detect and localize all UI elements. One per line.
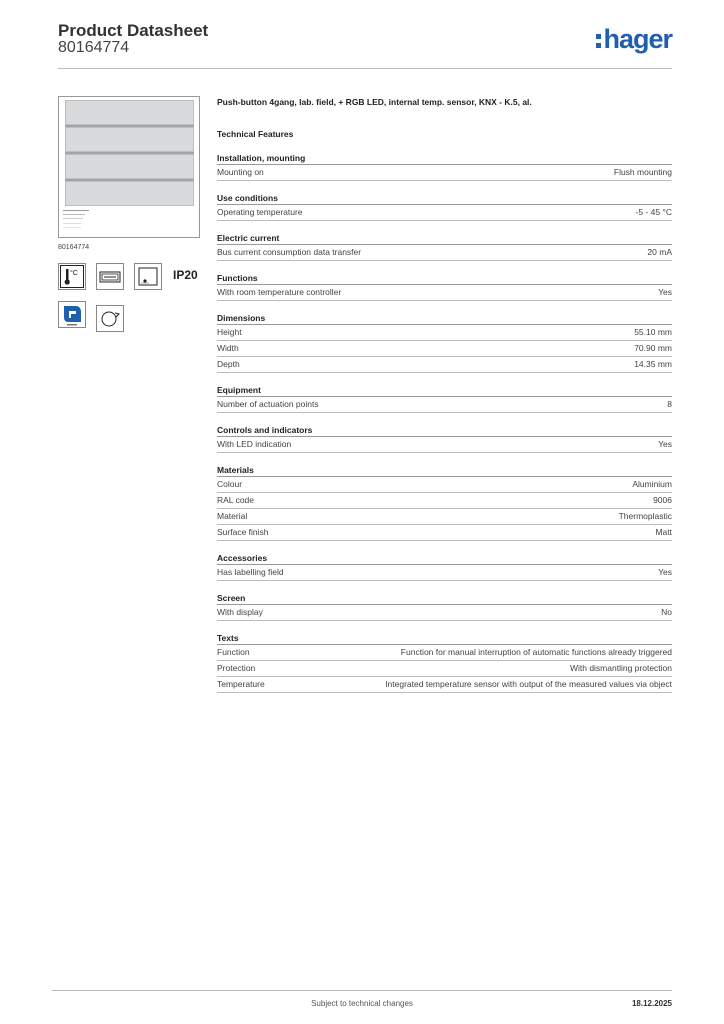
feature-row <box>217 437 672 453</box>
feature-label: Bus current consumption data transfer <box>217 247 362 257</box>
feature-sections <box>217 153 672 693</box>
label-line <box>63 227 81 228</box>
app-badge-icon <box>58 301 86 328</box>
feature-section <box>217 233 672 261</box>
feature-row <box>217 565 672 581</box>
feature-label: Depth <box>217 359 240 369</box>
feature-section <box>217 193 672 221</box>
feature-value: No <box>661 607 672 617</box>
key-3 <box>65 154 194 179</box>
section-title: Equipment <box>217 385 672 397</box>
rotation-arrow-icon <box>96 305 124 332</box>
sensor-device-icon <box>134 263 162 290</box>
logo-colon-mark <box>596 34 601 48</box>
feature-value: Aluminium <box>632 479 672 489</box>
feature-row <box>217 525 672 541</box>
feature-value: 70.90 mm <box>634 343 672 353</box>
feature-section <box>217 553 672 581</box>
label-line <box>63 223 81 224</box>
feature-row <box>217 245 672 261</box>
footer-note: Subject to technical changes <box>311 999 413 1008</box>
feature-value: Function for manual interruption of automatic functions already triggered <box>400 647 672 657</box>
feature-section <box>217 313 672 373</box>
section-title: Controls and indicators <box>217 425 672 437</box>
section-title: Texts <box>217 633 672 645</box>
section-title: Screen <box>217 593 672 605</box>
key-4 <box>65 181 194 206</box>
label-line <box>63 214 85 215</box>
feature-value: 9006 <box>653 495 672 505</box>
label-line <box>63 218 83 219</box>
feature-value: -5 - 45 °C <box>635 207 672 217</box>
feature-label: Material <box>217 511 248 521</box>
feature-label: Function <box>217 647 250 657</box>
key-1 <box>65 100 194 125</box>
page-title: Product Datasheet <box>58 21 209 40</box>
product-description: Push-button 4gang, lab. field, + RGB LED, internal temp. sensor, KNX - K.5, al. <box>217 97 532 107</box>
footer-date: 18.12.2025 <box>631 999 672 1008</box>
feature-row <box>217 605 672 621</box>
technical-data <box>217 97 672 705</box>
product-code: 80164774 <box>58 244 90 251</box>
feature-value: Yes <box>658 567 672 577</box>
section-title: Electric current <box>217 233 672 245</box>
section-title: Functions <box>217 273 672 285</box>
feature-value: 8 <box>667 399 672 409</box>
feature-value: Integrated temperature sensor with output of the measured values via object <box>385 679 672 689</box>
feature-row <box>217 661 672 677</box>
key-2 <box>65 127 194 152</box>
feature-section <box>217 385 672 413</box>
section-title: Dimensions <box>217 313 672 325</box>
ip20-rating: IP20 <box>173 268 198 282</box>
feature-label: Protection <box>217 663 256 673</box>
feature-row <box>217 205 672 221</box>
feature-label: Mounting on <box>217 167 264 177</box>
feature-label: Width <box>217 343 239 353</box>
label-line <box>63 210 89 211</box>
feature-row <box>217 493 672 509</box>
feature-label: RAL code <box>217 495 255 505</box>
feature-label: Number of actuation points <box>217 399 319 409</box>
feature-row <box>217 285 672 301</box>
feature-row <box>217 165 672 181</box>
feature-value: Yes <box>658 287 672 297</box>
section-title: Accessories <box>217 553 672 565</box>
thermometer-celsius-icon <box>58 263 86 290</box>
feature-value: Thermoplastic <box>618 511 672 521</box>
feature-label: With LED indication <box>217 439 292 449</box>
feature-section <box>217 425 672 453</box>
feature-section <box>217 593 672 621</box>
logo-text: hager <box>603 24 672 54</box>
header-divider <box>58 68 672 69</box>
feature-label: With display <box>217 607 263 617</box>
feature-value: 55.10 mm <box>634 327 672 337</box>
feature-label: Has labelling field <box>217 567 284 577</box>
footer-divider <box>52 990 672 991</box>
feature-label: With room temperature controller <box>217 287 342 297</box>
svg-text:°C: °C <box>70 270 78 277</box>
display-device-icon <box>96 263 124 290</box>
section-title: Materials <box>217 465 672 477</box>
feature-label: Temperature <box>217 679 265 689</box>
section-title: Use conditions <box>217 193 672 205</box>
feature-value: 14.35 mm <box>634 359 672 369</box>
feature-row <box>217 477 672 493</box>
feature-row <box>217 357 672 373</box>
hager-logo <box>596 26 672 53</box>
feature-label: Surface finish <box>217 527 269 537</box>
feature-value: Matt <box>655 527 672 537</box>
feature-row <box>217 677 672 693</box>
feature-value: Flush mounting <box>613 167 672 177</box>
section-title: Installation, mounting <box>217 153 672 165</box>
feature-row <box>217 397 672 413</box>
feature-section <box>217 273 672 301</box>
feature-row <box>217 645 672 661</box>
feature-section <box>217 153 672 181</box>
feature-value: 20 mA <box>647 247 672 257</box>
technical-features-heading: Technical Features <box>217 129 294 139</box>
feature-row <box>217 509 672 525</box>
feature-row <box>217 341 672 357</box>
product-number: 80164774 <box>58 39 130 56</box>
feature-label: Operating temperature <box>217 207 303 217</box>
feature-section <box>217 633 672 693</box>
feature-value: With dismantling protection <box>569 663 672 673</box>
feature-section <box>217 465 672 541</box>
feature-label: Colour <box>217 479 243 489</box>
product-image <box>58 96 200 238</box>
feature-value: Yes <box>658 439 672 449</box>
feature-label: Height <box>217 327 242 337</box>
feature-row <box>217 325 672 341</box>
